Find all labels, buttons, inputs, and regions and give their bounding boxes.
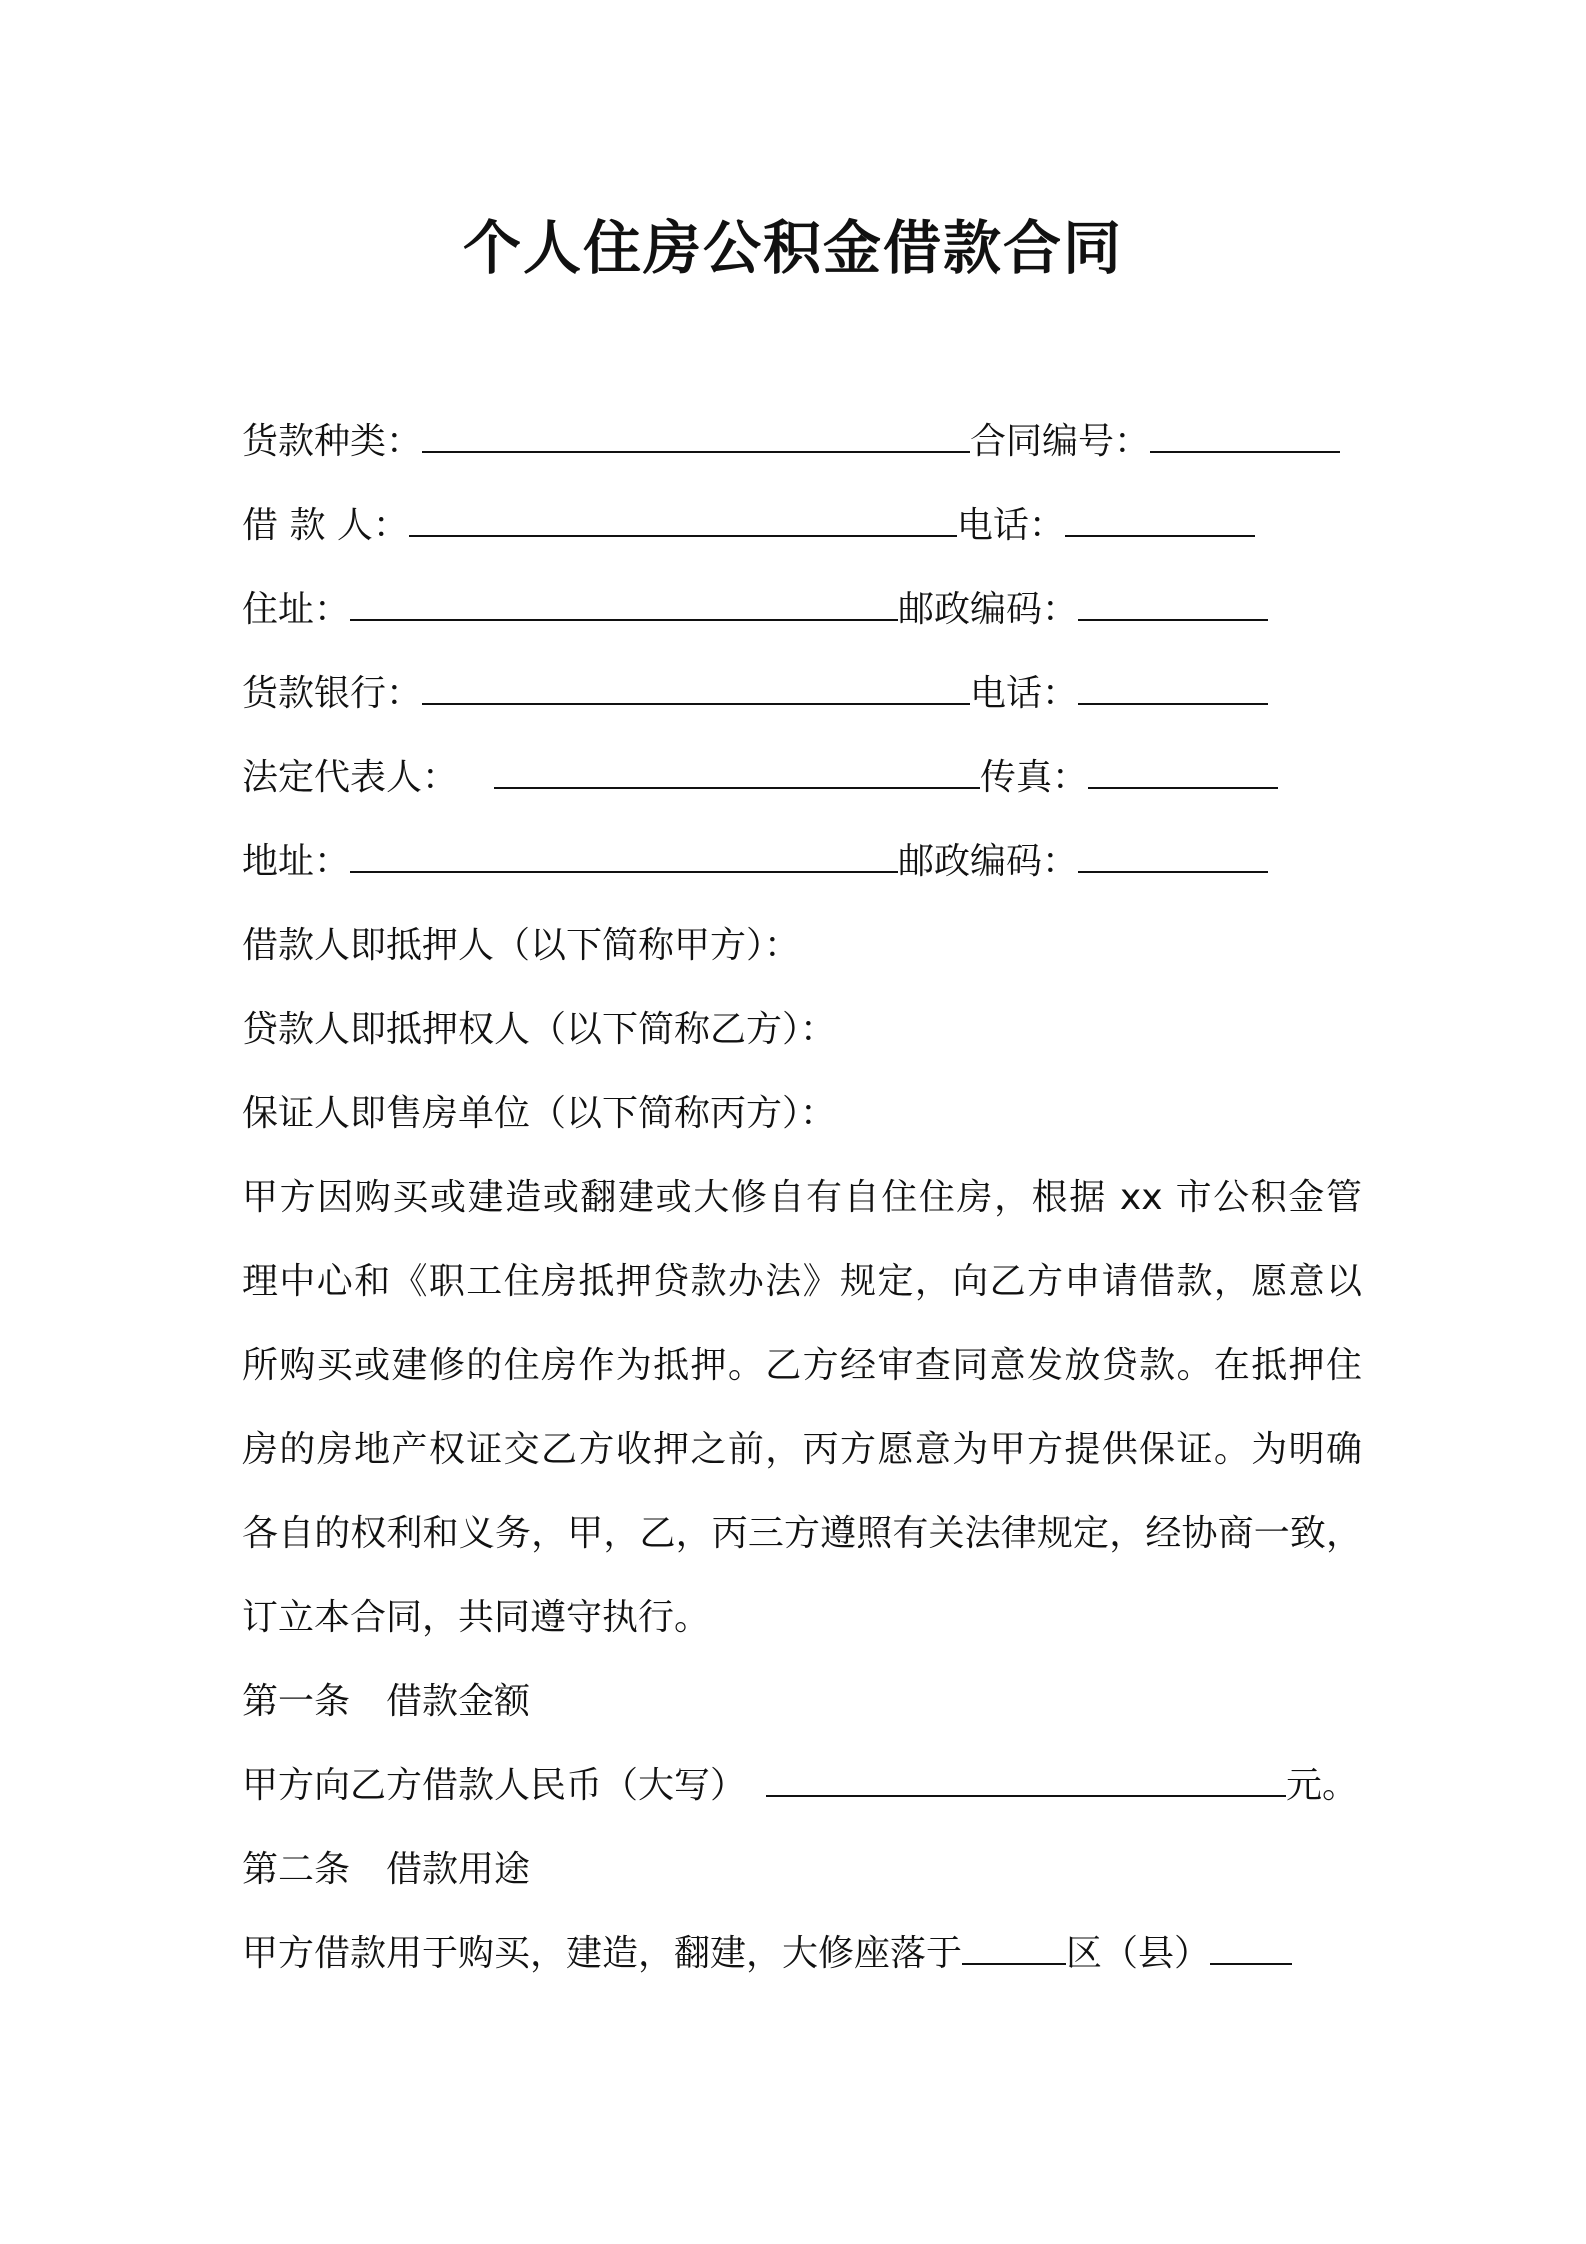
fax-blank[interactable] xyxy=(1088,757,1278,789)
legal-rep-label: 法定代表人： xyxy=(242,757,459,798)
borrower-row xyxy=(242,484,1362,568)
borrower-label: 借 款 人： xyxy=(242,505,409,546)
article1-heading: 第一条 借款金额 xyxy=(242,1681,531,1722)
postcode2-label: 邮政编码： xyxy=(898,841,1079,882)
article1-text-row xyxy=(242,1744,1362,1828)
address2-row xyxy=(242,820,1362,904)
document-body xyxy=(242,400,1362,1996)
article2-text-mid: 区（县） xyxy=(1066,1933,1211,1974)
preamble-line: 房的房地产权证交乙方收押之前，丙方愿意为甲方提供保证。为明确 xyxy=(242,1429,1362,1470)
district-blank[interactable] xyxy=(962,1933,1066,1965)
borrower-blank[interactable] xyxy=(409,505,957,537)
phone1-label: 电话： xyxy=(956,505,1065,546)
postcode1-label: 邮政编码： xyxy=(898,589,1079,630)
document-title: 个人住房公积金借款合同 xyxy=(462,214,1123,282)
address1-row xyxy=(242,568,1362,652)
location-blank[interactable] xyxy=(1210,1933,1292,1965)
party-c-line: 保证人即售房单位（以下简称丙方）： xyxy=(242,1093,837,1134)
phone2-blank[interactable] xyxy=(1078,673,1268,705)
loan-amount-blank[interactable] xyxy=(766,1765,1286,1797)
loan-type-label: 货款种类： xyxy=(242,421,423,462)
party-b-line: 贷款人即抵押权人（以下简称乙方）： xyxy=(242,1009,837,1050)
article2-text-before: 甲方借款用于购买，建造，翻建，大修座落于 xyxy=(242,1933,963,1974)
article2-text-row xyxy=(242,1912,1362,1996)
legal-rep-blank[interactable] xyxy=(494,757,980,789)
contract-no-label: 合同编号： xyxy=(970,421,1151,462)
party-a-line: 借款人即抵押人（以下简称甲方）： xyxy=(242,925,801,966)
phone1-blank[interactable] xyxy=(1065,505,1255,537)
preamble-line: 甲方因购买或建造或翻建或大修自有自住住房，根据 xx 市公积金管 xyxy=(242,1177,1362,1218)
preamble-line: 各自的权利和义务，甲，乙，丙三方遵照有关法律规定，经协商一致， xyxy=(242,1513,1362,1554)
loan-type-blank[interactable] xyxy=(422,421,970,453)
preamble-line: 理中心和《职工住房抵押贷款办法》规定，向乙方申请借款，愿意以 xyxy=(242,1261,1362,1302)
legal-rep-row xyxy=(242,736,1362,820)
address2-label: 地址： xyxy=(242,841,351,882)
article1-text-before: 甲方向乙方借款人民币（大写） xyxy=(242,1765,747,1806)
address1-label: 住址： xyxy=(242,589,351,630)
article1-text-after: 元。 xyxy=(1286,1765,1359,1806)
address1-blank[interactable] xyxy=(350,589,898,621)
postcode2-blank[interactable] xyxy=(1078,841,1268,873)
loan-type-row xyxy=(242,400,1362,484)
bank-row xyxy=(242,652,1362,736)
address2-blank[interactable] xyxy=(350,841,898,873)
fax-label: 传真： xyxy=(980,757,1089,798)
preamble-paragraph xyxy=(242,1156,1362,1660)
preamble-last-line: 订立本合同，共同遵守执行。 xyxy=(242,1597,711,1638)
preamble-line: 所购买或建修的住房作为抵押。乙方经审查同意发放贷款。在抵押住 xyxy=(242,1345,1362,1386)
bank-label: 货款银行： xyxy=(242,673,423,714)
article2-heading: 第二条 借款用途 xyxy=(242,1849,531,1890)
phone2-label: 电话： xyxy=(970,673,1079,714)
bank-blank[interactable] xyxy=(422,673,970,705)
contract-no-blank[interactable] xyxy=(1150,421,1340,453)
postcode1-blank[interactable] xyxy=(1078,589,1268,621)
